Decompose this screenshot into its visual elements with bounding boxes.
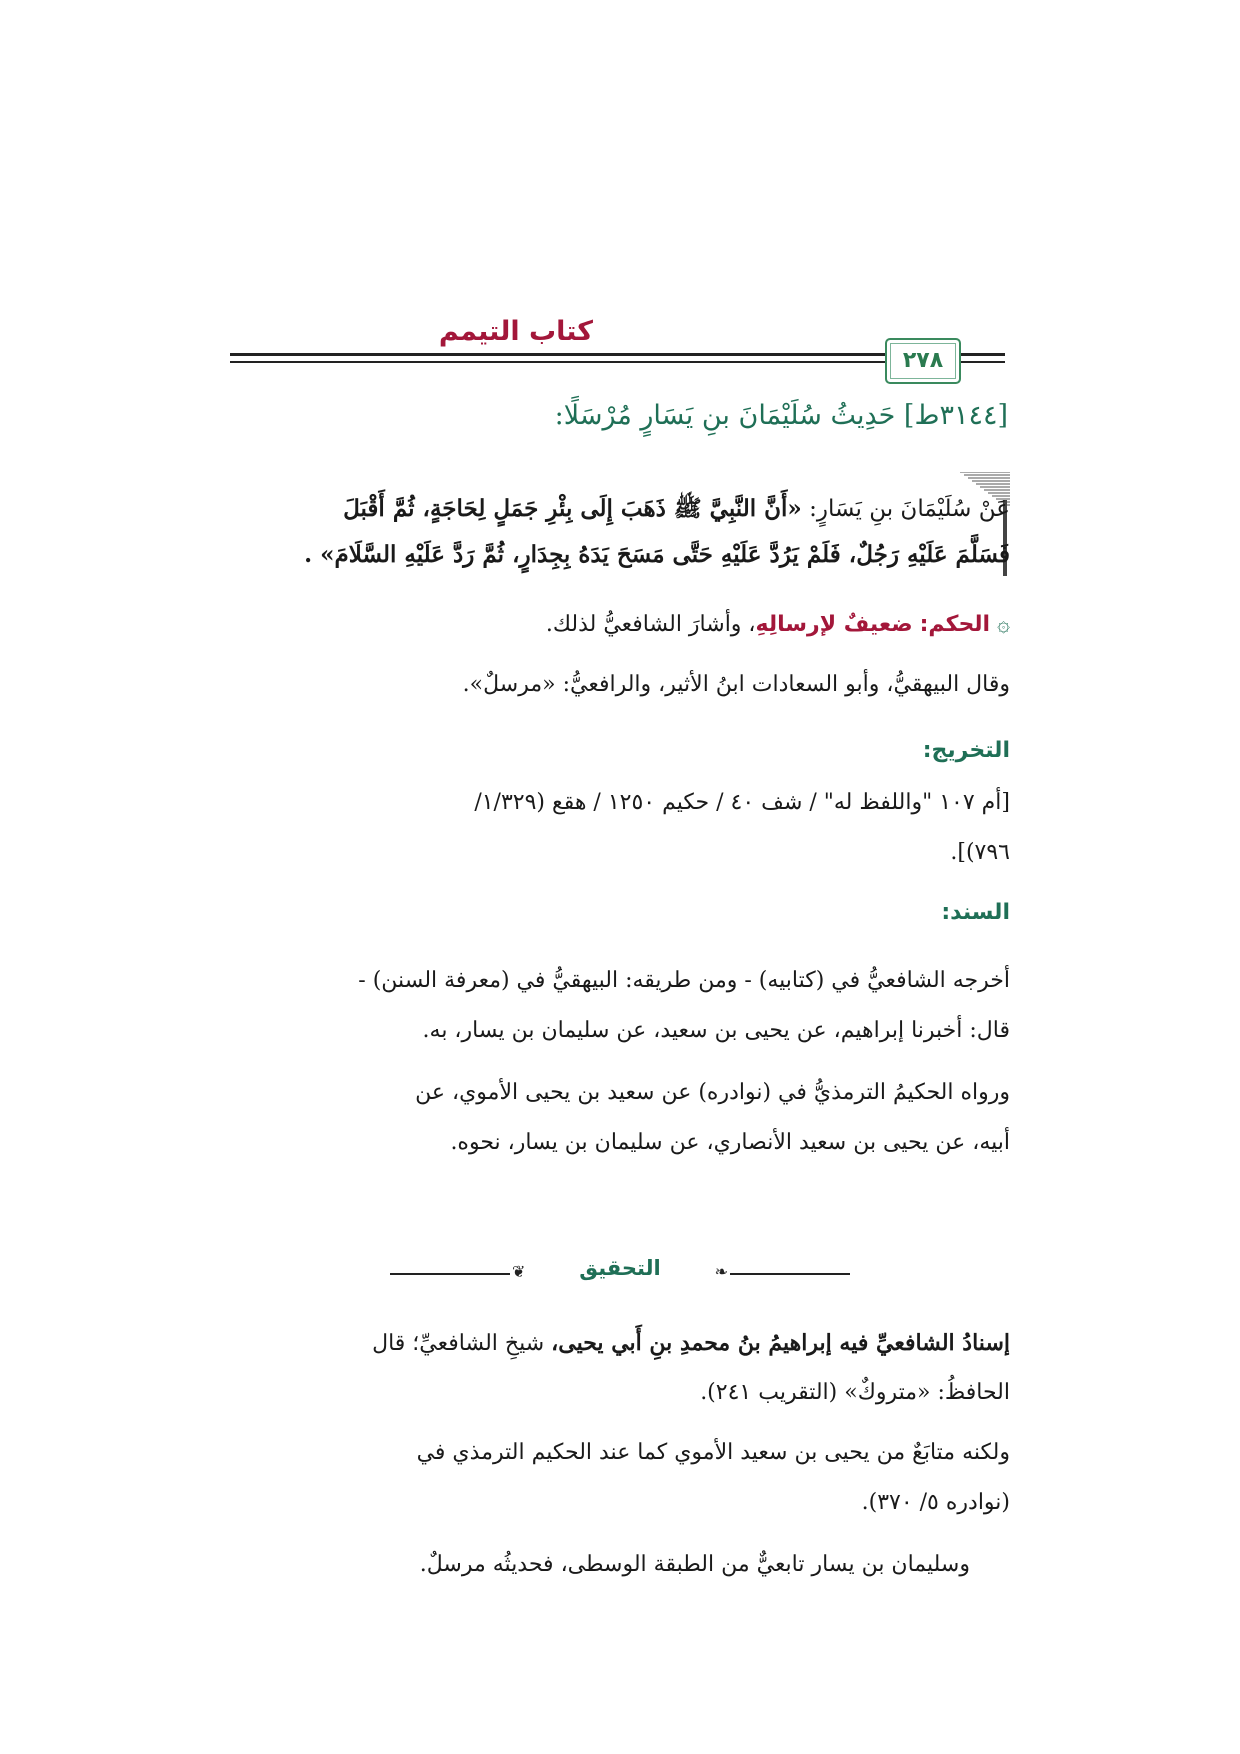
tahqiq-p2-line-1: ولكنه متابَعٌ من يحيى بن سعيد الأموي كما عند الحكيم الترمذي في (416, 1440, 1010, 1465)
ruling-label: الحكم: (919, 612, 991, 637)
sanad-p1-line-2: قال: أخبرنا إبراهيم، عن يحيى بن سعيد، عن سليمان بن يسار، به. (422, 1018, 1010, 1043)
divider-ornament-icon: ❦ (512, 1262, 526, 1281)
takhrij-line-1: [أم ١٠٧ "واللفظ له" / شف ٤٠ / حكيم ١٢٥٠ / هقع (١/٣٢٩/ (474, 790, 1010, 815)
tahqiq-p3: وسليمان بن يسار تابعيٌّ من الطبقة الوسطى، فحديثُه مرسلٌ. (419, 1552, 970, 1577)
book-title: كتاب التيمم (438, 316, 593, 347)
tahqiq-p1-bold: إسنادُ الشافعيِّ فيه إبراهيمُ بنُ محمدِ بنِ أَبي يحيى، (551, 1330, 1010, 1356)
sanad-label: السند: (941, 900, 1010, 925)
divider-ornament-icon: ❧ (714, 1262, 728, 1281)
hadith-matn-2: فَسَلَّمَ عَلَيْهِ رَجُلٌ، فَلَمْ يَرُدَّ عَلَيْهِ حَتَّى مَسَحَ يَدَهُ بِجِدَارٍ، ثُمَّ رَدَّ عَلَيْهِ السَّلَامَ» . (304, 541, 1010, 568)
takhrij-label: التخريج: (922, 738, 1010, 763)
page-number-box (885, 338, 961, 384)
takhrij-line-2: ٧٩٦)]. (950, 840, 1010, 865)
tahqiq-p2-line-2: (نوادره ٥/ ٣٧٠). (861, 1490, 1010, 1515)
hadith-matn-1: «أَنَّ النَّبِيَّ ﷺ ذَهَبَ إِلَى بِئْرِ جَمَلٍ لِحَاجَةٍ، ثُمَّ أَقْبَلَ (343, 495, 802, 522)
sanad-p2-line-2: أبيه، عن يحيى بن سعيد الأنصاري، عن سليمان بن يسار، نحوه. (450, 1130, 1010, 1155)
ruling-rest: ، وأشارَ الشافعيُّ لذلك. (545, 612, 756, 637)
hadith-text-line-1 (343, 486, 1010, 532)
ruling-quote: وقال البيهقيُّ، وأبو السعادات ابنُ الأثير، والرافعيُّ: «مرسلٌ». (462, 672, 1010, 697)
hadith-intro: عَنْ سُلَيْمَانَ بنِ يَسَارٍ: (801, 496, 1010, 522)
hadith-title: [٣١٤٤ط] حَدِيثُ سُلَيْمَانَ بنِ يَسَارٍ مُرْسَلًا: (554, 400, 1008, 431)
tahqiq-label: التحقيق (579, 1256, 661, 1280)
ruling-verdict: ضعيفٌ لإرسالِهِ (755, 612, 913, 637)
page-number: ٢٧٨ (902, 348, 944, 373)
flower-icon: ۞ (997, 612, 1010, 637)
hadith-text-line-2 (304, 532, 1010, 578)
tahqiq-p1-line-1 (372, 1330, 1010, 1356)
sanad-p1-line-1: أخرجه الشافعيُّ في (كتابيه) - ومن طريقه: البيهقيُّ في (معرفة السنن) - (358, 968, 1010, 993)
page-header (230, 316, 1005, 396)
ruling-line (546, 612, 1010, 637)
sanad-p2-line-1: ورواه الحكيمُ الترمذيُّ في (نوادره) عن سعيد بن يحيى الأموي، عن (415, 1080, 1010, 1105)
tahqiq-p1-line-2: الحافظُ: «متروكٌ» (التقريب ٢٤١). (700, 1380, 1010, 1405)
tahqiq-divider (390, 1256, 850, 1286)
tahqiq-p1-rest: شيخِ الشافعيِّ؛ قال (372, 1331, 552, 1356)
